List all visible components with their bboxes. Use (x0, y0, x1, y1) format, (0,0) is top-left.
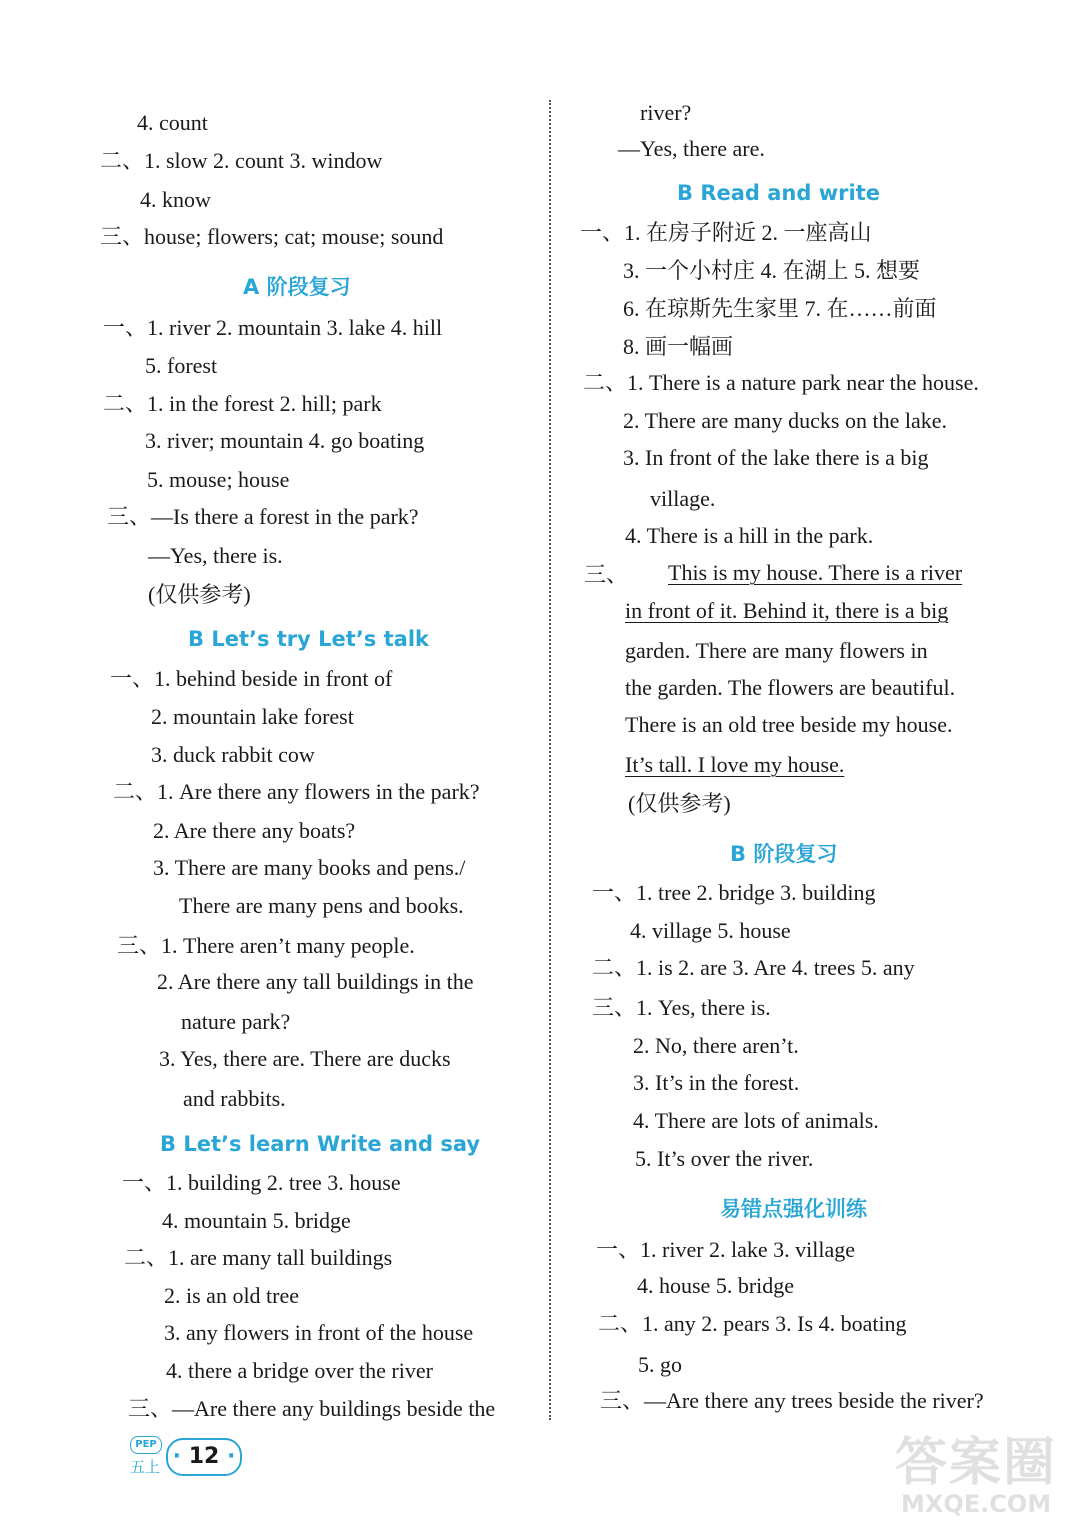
left-line-2: 二、1. slow 2. count 3. window (100, 148, 383, 173)
right-line-15 (625, 596, 948, 626)
left-line-20: 3. There are many books and pens./ (153, 855, 466, 880)
left-line-19: 2. Are there any boats? (153, 818, 356, 843)
right-line-4: 一、1. 在房子附近 2. 一座高山 (580, 220, 872, 245)
left-line-28: 一、1. building 2. tree 3. house (122, 1170, 401, 1195)
right-line-14 (668, 558, 962, 588)
left-line-30: 二、1. are many tall buildings (124, 1245, 393, 1270)
left-line-32: 3. any flowers in front of the house (164, 1320, 474, 1345)
left-line-26: and rabbits. (183, 1086, 286, 1111)
right-line-13: 三、 (584, 562, 629, 587)
section-heading-read-and-write: B Read and write (677, 181, 880, 205)
essay-sentence-1: This is my house. There is a river (668, 560, 963, 585)
essay-sentence-2: in front of it. Behind it, there is a big (625, 598, 949, 623)
right-line-28: 4. There are lots of animals. (633, 1108, 879, 1133)
section-heading-error-training: 易错点强化训练 (720, 1197, 867, 1221)
right-line-10: 3. In front of the lake there is a big (623, 445, 929, 470)
right-line-7: 8. 画一幅画 (623, 334, 734, 359)
left-line-3: 4. know (140, 187, 211, 212)
right-line-17: the garden. The flowers are beautiful. (625, 675, 956, 700)
right-line-20: (仅供参考) (628, 791, 731, 816)
left-line-15: 一、1. behind beside in front of (110, 666, 393, 691)
left-line-10: 5. mouse; house (147, 467, 290, 492)
right-line-9: 2. There are many ducks on the lake. (623, 408, 947, 433)
left-line-1: 4. count (137, 110, 208, 135)
left-line-23: 2. Are there any tall buildings in the (157, 969, 474, 994)
left-line-9: 3. river; mountain 4. go boating (145, 428, 425, 453)
right-line-24: 二、1. is 2. are 3. Are 4. trees 5. any (592, 955, 915, 980)
right-line-2: —Yes, there are. (618, 136, 765, 161)
left-line-33: 4. there a bridge over the river (166, 1358, 433, 1383)
watermark-sub: MXQE.COM (901, 1490, 1052, 1518)
right-line-1: river? (640, 100, 692, 125)
section-heading-a-review: A 阶段复习 (243, 275, 351, 299)
right-line-27: 3. It’s in the forest. (633, 1070, 800, 1095)
right-line-18: There is an old tree beside my house. (625, 712, 953, 737)
left-line-6: 一、1. river 2. mountain 3. lake 4. hill (103, 315, 443, 340)
column-divider (549, 100, 551, 1420)
right-line-8: 二、1. There is a nature park near the house. (583, 370, 979, 395)
left-line-34: 三、—Are there any buildings beside the (128, 1396, 496, 1421)
page-number: 12 (188, 1444, 220, 1469)
section-heading-lets-learn: B Let’s learn Write and say (160, 1132, 481, 1156)
left-line-25: 3. Yes, there are. There are ducks (159, 1046, 451, 1071)
left-line-8: 二、1. in the forest 2. hill; park (103, 391, 382, 416)
right-line-11: village. (650, 486, 716, 511)
left-line-16: 2. mountain lake forest (151, 704, 354, 729)
left-line-11: 三、—Is there a forest in the park? (107, 504, 419, 529)
essay-sentence-last: It’s tall. I love my house. (625, 752, 845, 777)
right-line-19 (625, 750, 844, 780)
right-line-32: 4. house 5. bridge (637, 1273, 795, 1298)
left-line-4: 三、house; flowers; cat; mouse; sound (100, 224, 444, 249)
left-line-17: 3. duck rabbit cow (151, 742, 315, 767)
right-line-29: 5. It’s over the river. (635, 1146, 814, 1171)
right-line-34: 5. go (638, 1352, 682, 1377)
left-line-22: 三、1. There aren’t many people. (117, 933, 415, 958)
right-line-16: garden. There are many flowers in (625, 638, 928, 663)
left-line-24: nature park? (181, 1009, 291, 1034)
right-line-33: 二、1. any 2. pears 3. Is 4. boating (598, 1311, 907, 1336)
right-line-5: 3. 一个小村庄 4. 在湖上 5. 想要 (623, 258, 921, 283)
grade-label: 五上 (130, 1458, 161, 1476)
left-line-13: (仅供参考) (148, 582, 251, 607)
section-heading-lets-try: B Let’s try Let’s talk (188, 627, 429, 651)
page-footer (130, 1436, 260, 1486)
watermark (895, 1420, 1065, 1530)
dot-right-icon: · (226, 1444, 236, 1469)
right-line-12: 4. There is a hill in the park. (625, 523, 874, 548)
watermark-main: 答案圈 (895, 1433, 1058, 1493)
right-line-31: 一、1. river 2. lake 3. village (596, 1237, 856, 1262)
left-line-18: 二、1. Are there any flowers in the park? (113, 779, 480, 804)
left-line-21: There are many pens and books. (179, 893, 464, 918)
left-line-29: 4. mountain 5. bridge (162, 1208, 351, 1233)
pep-badge: PEP (130, 1436, 162, 1454)
right-line-23: 4. village 5. house (630, 918, 791, 943)
left-line-12: —Yes, there is. (148, 543, 283, 568)
left-line-31: 2. is an old tree (164, 1283, 300, 1308)
right-line-26: 2. No, there aren’t. (633, 1033, 799, 1058)
page-number-badge (166, 1438, 242, 1476)
right-line-22: 一、1. tree 2. bridge 3. building (592, 880, 876, 905)
right-line-35: 三、—Are there any trees beside the river? (600, 1388, 984, 1413)
section-heading-b-review: B 阶段复习 (730, 842, 838, 866)
left-line-7: 5. forest (145, 353, 218, 378)
dot-left-icon: · (172, 1444, 182, 1469)
right-line-25: 三、1. Yes, there is. (592, 995, 771, 1020)
right-line-6: 6. 在琼斯先生家里 7. 在……前面 (623, 296, 937, 321)
